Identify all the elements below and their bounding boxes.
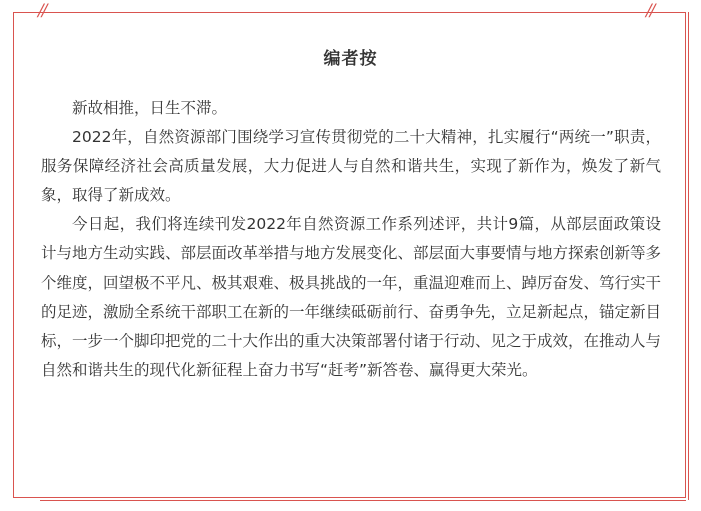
page-title: 编者按 <box>323 49 378 69</box>
article-body <box>41 94 661 385</box>
corner-mark-right: // <box>646 1 654 21</box>
card-border-right-offset <box>688 12 689 500</box>
card-border-bottom-offset <box>40 500 686 501</box>
paragraph-2: 2022年，自然资源部门围绕学习宣传贯彻党的二十大精神，扎实履行“两统一”职责，服务保障经济社会高质量发展，大力促进人与自然和谐共生，实现了新作为，焕发了新气象，取得了新成效。 <box>41 128 661 205</box>
paragraph-3: 今日起，我们将连续刊发2022年自然资源工作系列述评，共计9篇，从部层面政策设计与地方生动实践、部层面改革举措与地方发展变化、部层面大事要情与地方探索创新等多个维度，回望极不平凡、极其艰难、极具挑战的一年，重温迎难而上、踔厉奋发、笃行实干的足迹，激励全系统干部职工在新的一年继续砥砺前行、奋勇争先，立足新起点，锚定新目标，一步一个脚印把党的二十大作出的重大决策部署付诸于行动、见之于成效，在推动人与自然和谐共生的现代化新征程上奋力书写“赶考”新答卷、赢得更大荣光。 <box>41 215 662 379</box>
paragraph-1: 新故相推，日生不滞。 <box>72 99 228 117</box>
corner-mark-left: // <box>38 1 46 21</box>
